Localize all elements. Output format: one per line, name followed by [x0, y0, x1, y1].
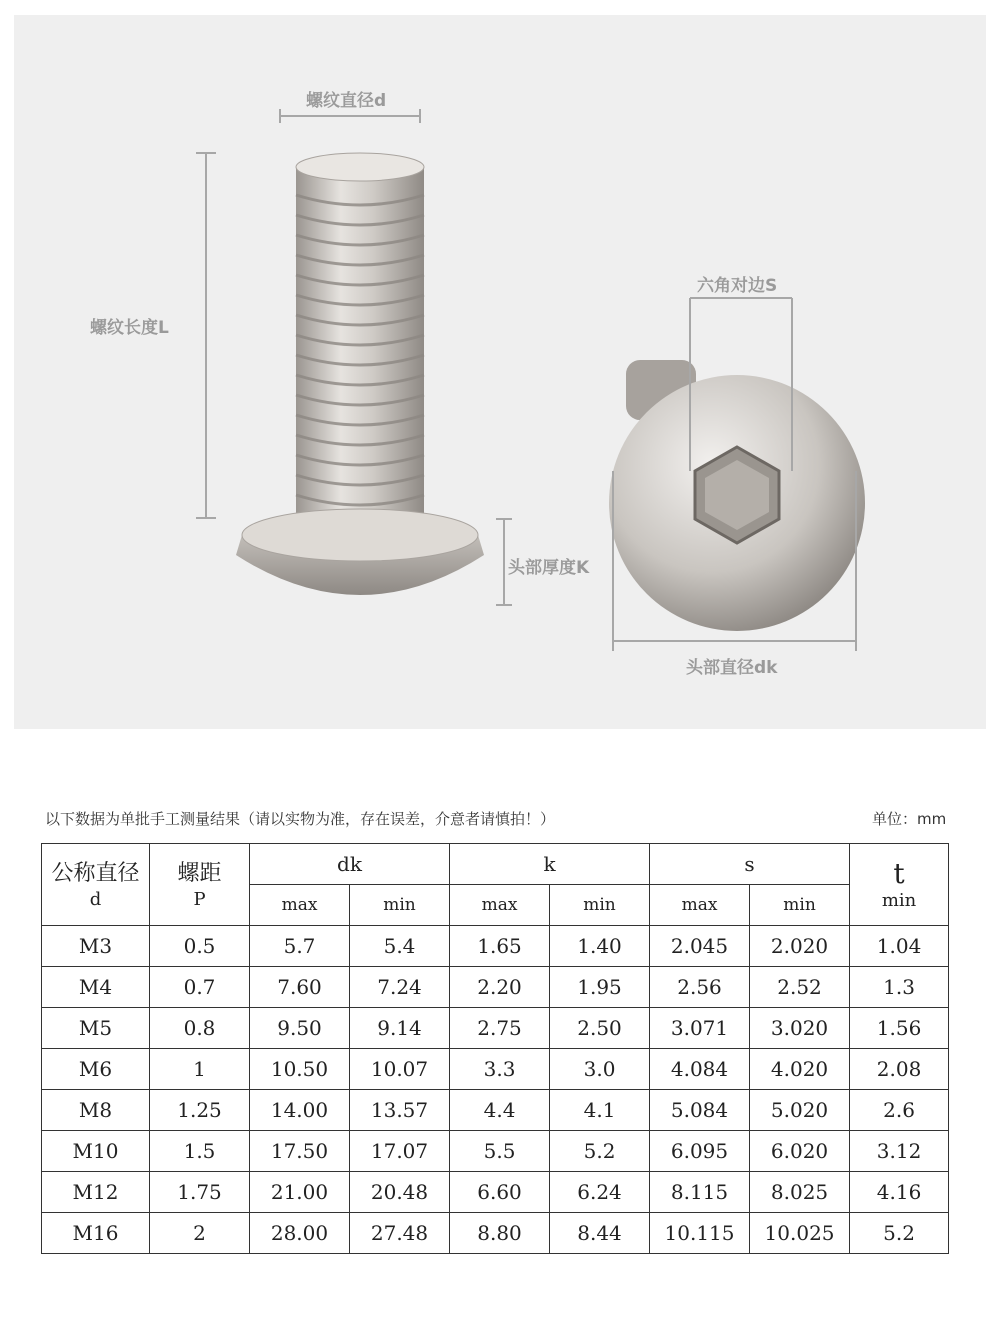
cell-d: M5 — [42, 1008, 150, 1049]
cell-k-max: 2.20 — [450, 967, 550, 1008]
hex-across-flats-label: 六角对边S — [697, 276, 778, 296]
cell-p: 1.25 — [150, 1090, 250, 1131]
cell-s-min: 2.52 — [750, 967, 850, 1008]
header-pitch — [150, 844, 250, 926]
spec-table-body — [42, 926, 949, 1254]
product-photo — [14, 15, 986, 729]
header-pitch-title: 螺距 — [177, 860, 222, 886]
cell-dk-max: 9.50 — [250, 1008, 350, 1049]
cell-k-max: 3.3 — [450, 1049, 550, 1090]
cell-dk-min: 10.07 — [350, 1049, 450, 1090]
cell-dk-max: 28.00 — [250, 1213, 350, 1254]
header-dk: dk — [250, 844, 450, 885]
cell-k-min: 5.2 — [550, 1131, 650, 1172]
cell-dk-max: 7.60 — [250, 967, 350, 1008]
header-s: s — [650, 844, 850, 885]
screw-head-view — [609, 360, 865, 631]
cell-dk-min: 17.07 — [350, 1131, 450, 1172]
table-row — [42, 1172, 949, 1213]
cell-t-min: 5.2 — [850, 1213, 949, 1254]
cell-d: M6 — [42, 1049, 150, 1090]
header-t — [850, 844, 949, 926]
cell-t-min: 2.08 — [850, 1049, 949, 1090]
head-thickness-label: 头部厚度K — [508, 558, 590, 578]
cell-s-max: 4.084 — [650, 1049, 750, 1090]
cell-k-min: 3.0 — [550, 1049, 650, 1090]
cell-dk-min: 27.48 — [350, 1213, 450, 1254]
cell-k-min: 2.50 — [550, 1008, 650, 1049]
measurement-note: 以下数据为单批手工测量结果（请以实物为准，存在误差，介意者请慎拍！） — [45, 810, 556, 828]
table-row — [42, 1090, 949, 1131]
cell-s-max: 10.115 — [650, 1213, 750, 1254]
cell-s-max: 6.095 — [650, 1131, 750, 1172]
cell-dk-max: 17.50 — [250, 1131, 350, 1172]
header-k: k — [450, 844, 650, 885]
cell-s-max: 5.084 — [650, 1090, 750, 1131]
table-row — [42, 1008, 949, 1049]
thread-length-label: 螺纹长度L — [90, 318, 169, 338]
cell-p: 1 — [150, 1049, 250, 1090]
cell-s-min: 10.025 — [750, 1213, 850, 1254]
cell-dk-min: 20.48 — [350, 1172, 450, 1213]
cell-s-min: 5.020 — [750, 1090, 850, 1131]
cell-k-min: 8.44 — [550, 1213, 650, 1254]
header-k-max: max — [450, 885, 550, 926]
cell-k-min: 4.1 — [550, 1090, 650, 1131]
cell-dk-min: 9.14 — [350, 1008, 450, 1049]
cell-d: M16 — [42, 1213, 150, 1254]
cell-k-max: 5.5 — [450, 1131, 550, 1172]
cell-k-min: 1.95 — [550, 967, 650, 1008]
cell-s-max: 3.071 — [650, 1008, 750, 1049]
cell-k-max: 2.75 — [450, 1008, 550, 1049]
header-s-min: min — [750, 885, 850, 926]
cell-dk-min: 5.4 — [350, 926, 450, 967]
table-row — [42, 926, 949, 967]
screw-side-view — [236, 153, 484, 595]
table-row — [42, 967, 949, 1008]
header-t-min: min — [881, 890, 917, 911]
cell-p: 0.5 — [150, 926, 250, 967]
cell-dk-max: 5.7 — [250, 926, 350, 967]
cell-d: M10 — [42, 1131, 150, 1172]
cell-p: 0.7 — [150, 967, 250, 1008]
cell-s-min: 4.020 — [750, 1049, 850, 1090]
thread-diameter-label: 螺纹直径d — [306, 91, 387, 111]
header-dk-max: max — [250, 885, 350, 926]
cell-s-min: 8.025 — [750, 1172, 850, 1213]
cell-t-min: 4.16 — [850, 1172, 949, 1213]
cell-p: 1.75 — [150, 1172, 250, 1213]
spec-table — [41, 843, 949, 1254]
cell-s-min: 2.020 — [750, 926, 850, 967]
cell-k-min: 1.40 — [550, 926, 650, 967]
cell-t-min: 3.12 — [850, 1131, 949, 1172]
cell-d: M3 — [42, 926, 150, 967]
cell-t-min: 1.04 — [850, 926, 949, 967]
header-nominal-diameter-symbol: d — [89, 888, 102, 910]
cell-k-max: 8.80 — [450, 1213, 550, 1254]
table-row — [42, 1131, 949, 1172]
cell-k-max: 6.60 — [450, 1172, 550, 1213]
screw-illustration — [14, 15, 986, 729]
header-s-max: max — [650, 885, 750, 926]
cell-s-min: 3.020 — [750, 1008, 850, 1049]
cell-dk-max: 10.50 — [250, 1049, 350, 1090]
header-t-title: t — [893, 857, 905, 890]
cell-k-min: 6.24 — [550, 1172, 650, 1213]
cell-dk-max: 14.00 — [250, 1090, 350, 1131]
header-pitch-symbol: P — [193, 888, 206, 910]
cell-s-max: 2.56 — [650, 967, 750, 1008]
cell-d: M8 — [42, 1090, 150, 1131]
table-row — [42, 1049, 949, 1090]
header-dk-min: min — [350, 885, 450, 926]
cell-p: 0.8 — [150, 1008, 250, 1049]
cell-p: 1.5 — [150, 1131, 250, 1172]
cell-dk-min: 7.24 — [350, 967, 450, 1008]
header-nominal-diameter — [42, 844, 150, 926]
cell-dk-max: 21.00 — [250, 1172, 350, 1213]
cell-p: 2 — [150, 1213, 250, 1254]
cell-t-min: 1.3 — [850, 967, 949, 1008]
head-diameter-label: 头部直径dk — [686, 658, 778, 678]
cell-k-max: 1.65 — [450, 926, 550, 967]
cell-s-max: 8.115 — [650, 1172, 750, 1213]
cell-s-max: 2.045 — [650, 926, 750, 967]
cell-dk-min: 13.57 — [350, 1090, 450, 1131]
cell-t-min: 2.6 — [850, 1090, 949, 1131]
unit-label: 单位：mm — [872, 810, 947, 828]
header-nominal-diameter-title: 公称直径 — [51, 860, 140, 886]
header-k-min: min — [550, 885, 650, 926]
cell-s-min: 6.020 — [750, 1131, 850, 1172]
cell-t-min: 1.56 — [850, 1008, 949, 1049]
cell-k-max: 4.4 — [450, 1090, 550, 1131]
table-row — [42, 1213, 949, 1254]
cell-d: M12 — [42, 1172, 150, 1213]
cell-d: M4 — [42, 967, 150, 1008]
